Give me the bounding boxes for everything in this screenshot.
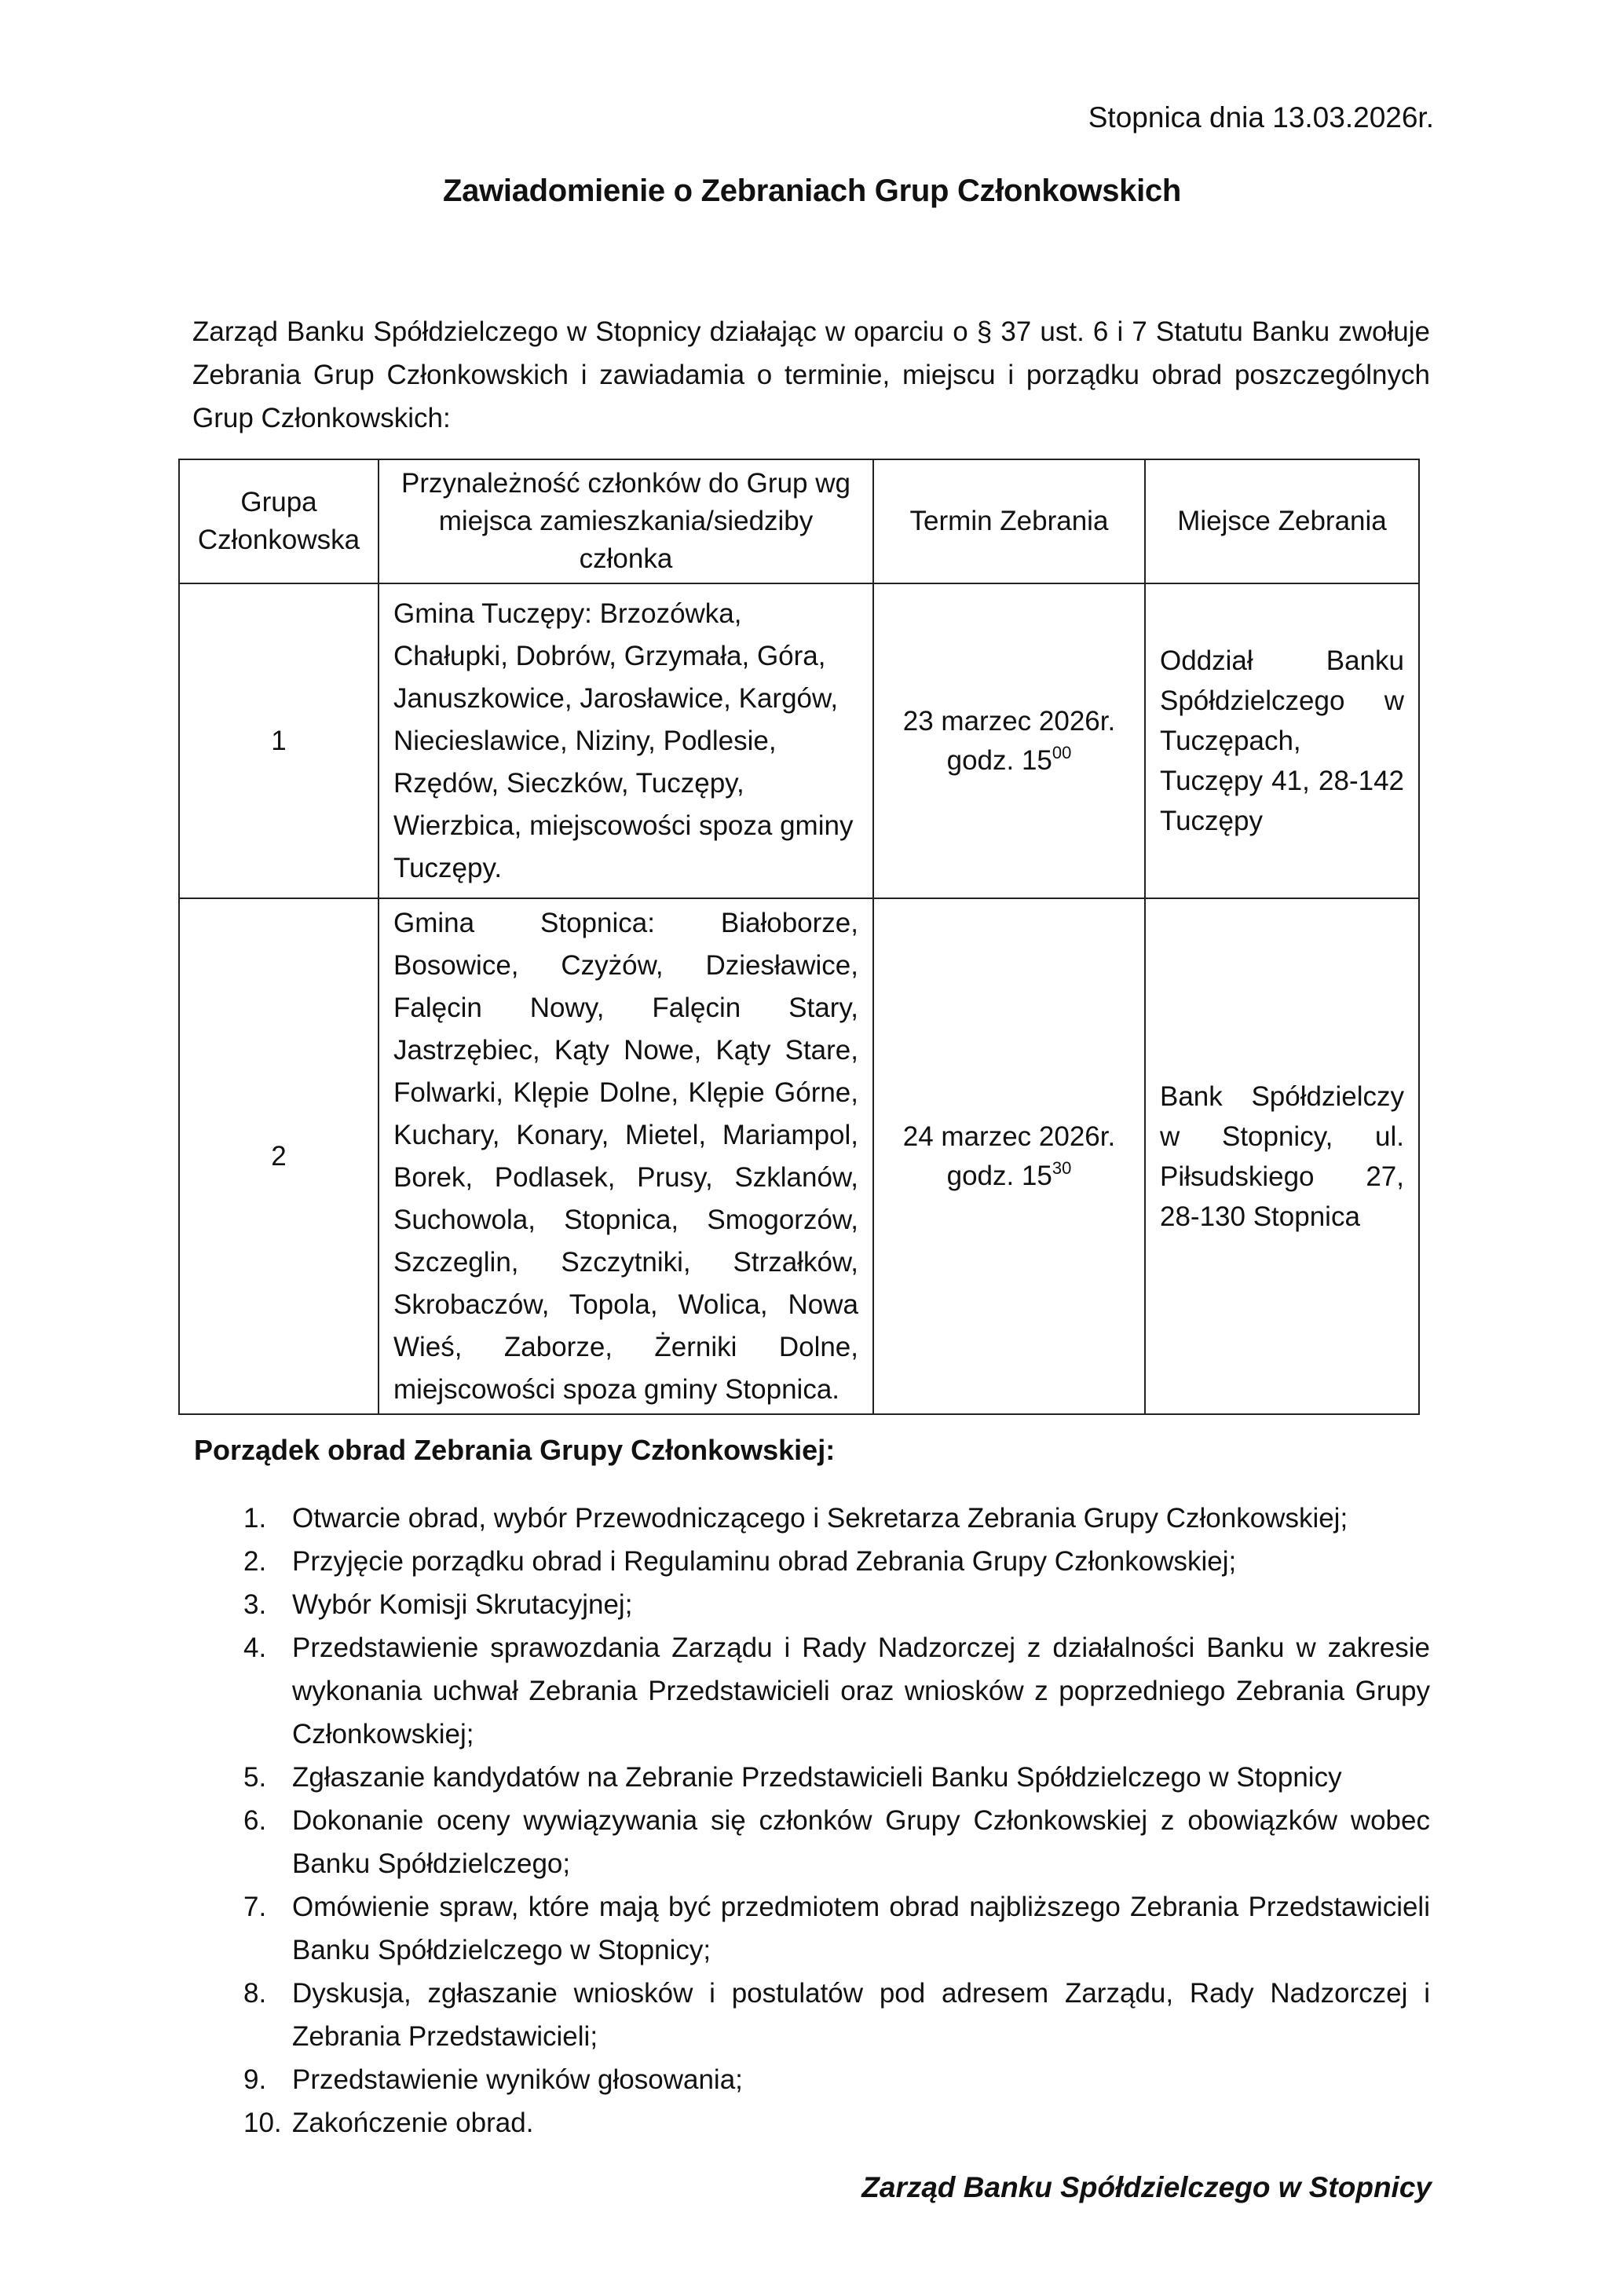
- agenda-item-text: Przyjęcie porządku obrad i Regulaminu obrad Zebrania Grupy Członkowskiej;: [292, 1546, 1237, 1577]
- group-places: Gmina Stopnica: Białoborze, Bosowice, Czyżów, Dziesławice, Falęcin Nowy, Falęcin Stary, Jastrzębiec, Kąty Nowe, Kąty Stare, Folwarki, Klępie Dolne, Klępie Górne, Kuchary, Konary, Mietel, Mariampol, Borek, Podlasek, Prusy, Szklanów, Suchowola, Stopnica, Smogorzów, Szczeglin, Szczytniki, Strzałków, Skrobaczów, Topola, Wolica, Nowa Wieś, Zaborze, Żerniki Dolne, miejscowości spoza gminy Stopnica.: [379, 898, 873, 1414]
- meeting-date: 24 marzec 2026r.: [902, 1121, 1116, 1152]
- group-number: 2: [179, 898, 379, 1414]
- header-date: Termin Zebrania: [873, 459, 1145, 583]
- agenda-item: [243, 1972, 1430, 2058]
- agenda-item: [243, 1756, 1430, 1799]
- agenda-list: [243, 1497, 1430, 2144]
- signature: Zarząd Banku Spółdzielczego w Stopnicy: [861, 2171, 1432, 2203]
- meeting-time-hour: godz. 15: [946, 1160, 1052, 1191]
- table-row: [179, 583, 1419, 898]
- agenda-item-number: 8.: [243, 1978, 267, 2009]
- agenda-item-number: 1.: [243, 1503, 267, 1534]
- agenda-item-number: 10.: [243, 2108, 282, 2138]
- document-title: Zawiadomienie o Zebraniach Grup Członkowskich: [442, 174, 1182, 208]
- group-number: 1: [179, 583, 379, 898]
- meeting-time-minutes: 30: [1052, 1157, 1072, 1178]
- place-date: Stopnica dnia 13.03.2026r.: [1088, 101, 1434, 133]
- agenda-item-number: 4.: [243, 1632, 267, 1663]
- agenda-item-number: 3.: [243, 1589, 267, 1620]
- agenda-item-number: 7.: [243, 1892, 267, 1922]
- table-header-row: [179, 459, 1419, 583]
- agenda-item: [243, 2058, 1430, 2101]
- meeting-location: Bank Spółdzielczy w Stopnicy, ul. Piłsudskiego 27, 28-130 Stopnica: [1145, 898, 1419, 1414]
- meeting-time: [946, 742, 1072, 776]
- agenda-item-text: Omówienie spraw, które mają być przedmiotem obrad najbliższego Zebrania Przedstawicieli Banku Spółdzielczego w Stopnicy;: [292, 1892, 1430, 1965]
- agenda-item: [243, 1626, 1430, 1756]
- agenda-item-text: Otwarcie obrad, wybór Przewodniczącego i Sekretarza Zebrania Grupy Członkowskiej;: [292, 1503, 1348, 1534]
- intro-paragraph: Zarząd Banku Spółdzielczego w Stopnicy działając w oparciu o § 37 ust. 6 i 7 Statutu Banku zwołuje Zebrania Grup Członkowskich i zawiadamia o terminie, miejscu i porządku obrad poszczególnych Grup Członkowskich:: [192, 316, 1430, 433]
- meeting-time-hour: godz. 15: [946, 744, 1052, 776]
- agenda-item-number: 9.: [243, 2064, 267, 2095]
- agenda-item-number: 6.: [243, 1805, 267, 1836]
- agenda-item-text: Dyskusja, zgłaszanie wniosków i postulatów pod adresem Zarządu, Rady Nadzorczej i Zebrania Przedstawicieli;: [292, 1978, 1430, 2052]
- meeting-term: [873, 583, 1145, 898]
- meeting-date: 23 marzec 2026r.: [902, 705, 1116, 737]
- agenda-item: [243, 1583, 1430, 1626]
- group-places: Gmina Tuczępy: Brzozówka, Chałupki, Dobrów, Grzymała, Góra, Januszkowice, Jarosławice, Kargów, Niecieslawice, Niziny, Podlesie, Rzędów, Sieczków, Tuczępy, Wierzbica, miejscowości spoza gminy Tuczępy.: [379, 583, 873, 898]
- meeting-time-minutes: 00: [1052, 742, 1072, 762]
- agenda-item-text: Wybór Komisji Skrutacyjnej;: [292, 1589, 633, 1620]
- agenda-item-text: Zgłaszanie kandydatów na Zebranie Przedstawicieli Banku Spółdzielczego w Stopnicy: [292, 1762, 1342, 1793]
- agenda-item-text: Dokonanie oceny wywiązywania się członków Grupy Członkowskiej z obowiązków wobec Banku Spółdzielczego;: [292, 1805, 1430, 1879]
- meeting-term: [873, 898, 1145, 1414]
- agenda-item-number: 5.: [243, 1762, 267, 1793]
- agenda-heading: Porządek obrad Zebrania Grupy Członkowskiej:: [194, 1434, 836, 1466]
- agenda-item-text: Zakończenie obrad.: [292, 2108, 534, 2138]
- header-group: Grupa Członkowska: [179, 459, 379, 583]
- agenda-item-number: 2.: [243, 1546, 267, 1577]
- agenda-item: [243, 1540, 1430, 1583]
- header-location: Miejsce Zebrania: [1145, 459, 1419, 583]
- agenda-item: [243, 2101, 1430, 2144]
- header-membership: Przynależność członków do Grup wg miejsca zamieszkania/siedziby członka: [379, 459, 873, 583]
- meeting-location: Oddział Banku Spółdzielczego w Tuczępach, Tuczępy 41, 28-142 Tuczępy: [1145, 583, 1419, 898]
- agenda-item-text: Przedstawienie wyników głosowania;: [292, 2064, 743, 2095]
- agenda-item: [243, 1885, 1430, 1972]
- agenda-item: [243, 1799, 1430, 1885]
- agenda-item-text: Przedstawienie sprawozdania Zarządu i Rady Nadzorczej z działalności Banku w zakresie wykonania uchwał Zebrania Przedstawicieli oraz wniosków z poprzedniego Zebrania Grupy Członkowskiej;: [292, 1632, 1430, 1749]
- member-groups-table: [178, 459, 1420, 1415]
- agenda-item: [243, 1497, 1430, 1540]
- table-row: [179, 898, 1419, 1414]
- meeting-time: [946, 1157, 1072, 1191]
